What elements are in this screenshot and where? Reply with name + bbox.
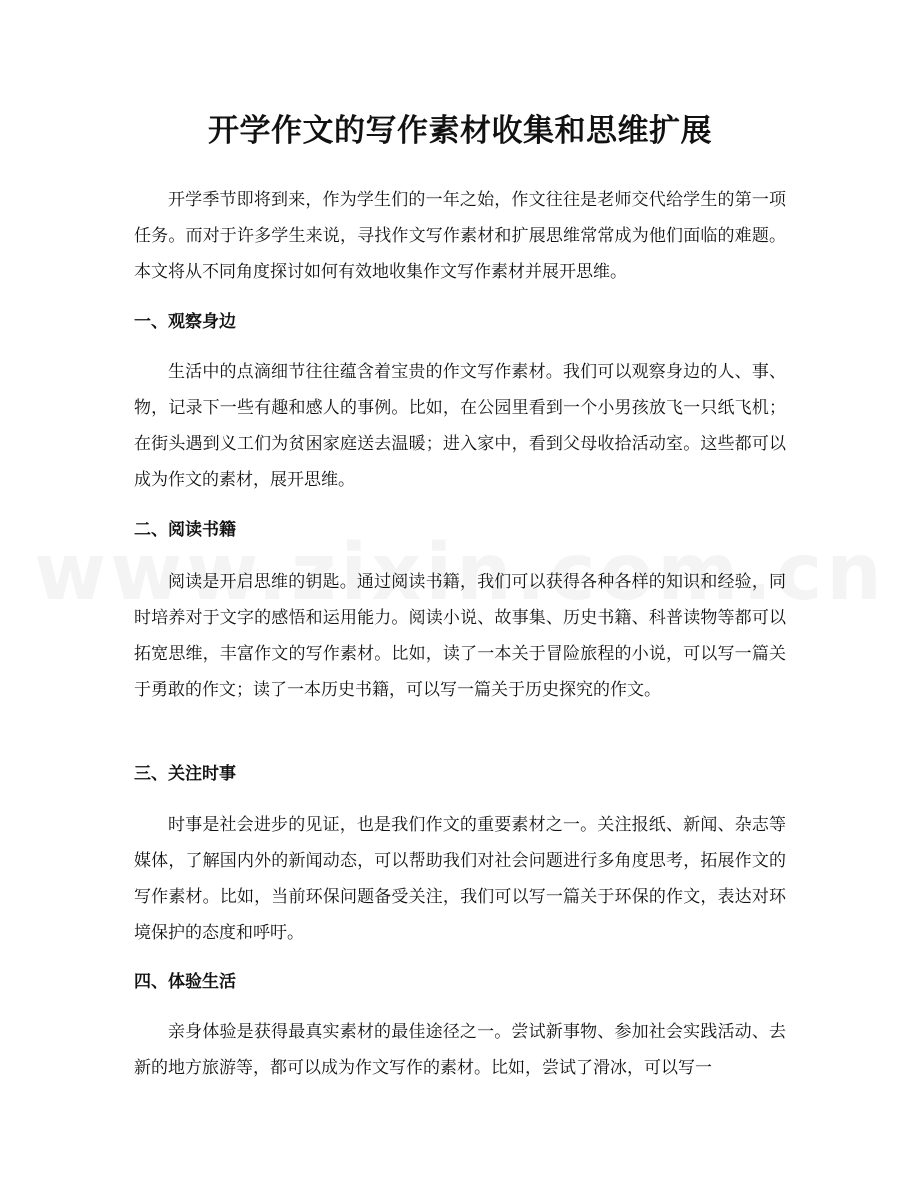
section-heading-current-affairs: 三、关注时事	[134, 764, 236, 784]
intro-paragraph: 开学季节即将到来，作为学生们的一年之始，作文往往是老师交代给学生的第一项任务。而对于许多学生来说，寻找作文写作素材和扩展思维常常成为他们面临的难题。本文将从不同角度探讨如何有效地收集作文写作素材并展开思维。	[134, 190, 786, 282]
section-body-experience: 亲身体验是获得最真实素材的最佳途径之一。尝试新事物、参加社会实践活动、去新的地方旅游等，都可以成为作文写作的素材。比如，尝试了滑冰，可以写一	[134, 1022, 786, 1078]
document-title: 开学作文的写作素材收集和思维扩展	[208, 113, 712, 149]
section-body-current-affairs: 时事是社会进步的见证，也是我们作文的重要素材之一。关注报纸、新闻、杂志等媒体，了解国内外的新闻动态，可以帮助我们对社会问题进行多角度思考，拓展作文的写作素材。比如，当前环保问题备受关注，我们可以写一篇关于环保的作文，表达对环境保护的态度和呼吁。	[134, 815, 786, 943]
section-body-observe: 生活中的点滴细节往往蕴含着宝贵的作文写作素材。我们可以观察身边的人、事、物，记录下一些有趣和感人的事例。比如，在公园里看到一个小男孩放飞一只纸飞机；在街头遇到义工们为贫困家庭送去温暖；进入家中，看到父母收拾活动室。这些都可以成为作文的素材，展开思维。	[134, 362, 786, 490]
section-heading-observe: 一、观察身边	[134, 312, 236, 332]
section-heading-reading: 二、阅读书籍	[134, 520, 236, 540]
section-heading-experience: 四、体验生活	[134, 972, 236, 992]
section-body-reading: 阅读是开启思维的钥匙。通过阅读书籍，我们可以获得各种各样的知识和经验，同时培养对于文字的感悟和运用能力。阅读小说、故事集、历史书籍、科普读物等都可以拓宽思维，丰富作文的写作素材。比如，读了一本关于冒险旅程的小说，可以写一篇关于勇敢的作文；读了一本历史书籍，可以写一篇关于历史探究的作文。	[134, 572, 786, 700]
